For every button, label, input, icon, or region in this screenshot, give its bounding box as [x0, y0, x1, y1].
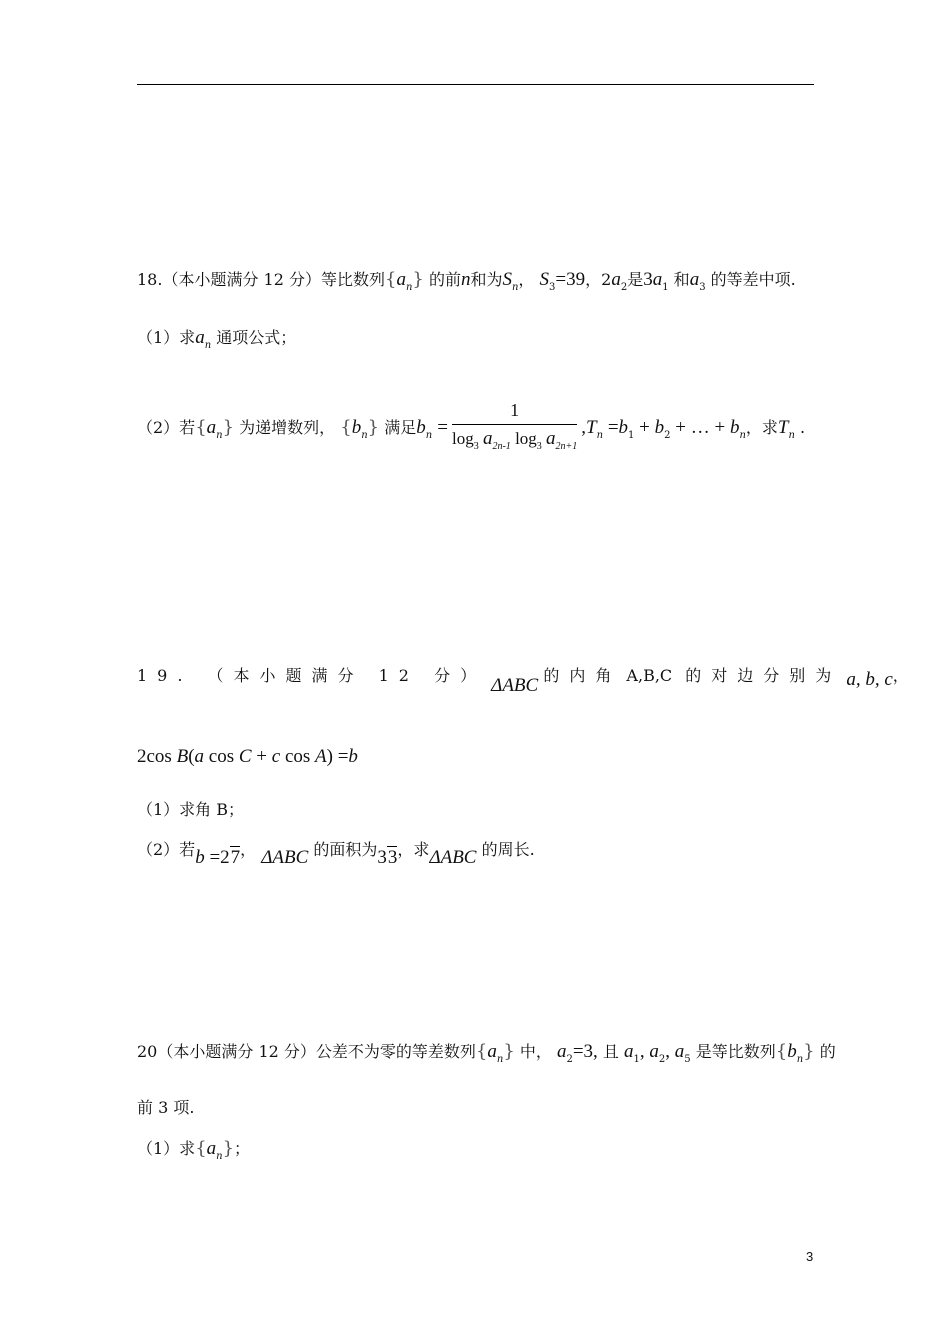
q18-p1-text: 通项公式；: [216, 328, 297, 347]
q20-a2-value: =3,: [572, 1041, 598, 1062]
q19-p2-end: 的周长.: [481, 840, 535, 859]
q18-p2-satisfies: 满足: [384, 418, 417, 437]
q18-text-end: 的等差中项.: [710, 270, 796, 289]
q19-text-angles: 的内角: [543, 666, 622, 685]
q20-p1-label: （1）求: [137, 1139, 196, 1158]
q18-p2-increasing: 为递增数列，: [239, 418, 336, 437]
q19-p2-area: 的面积为: [313, 840, 378, 859]
q19-part2: （2）若b =27， ΔABC 的面积为33，求ΔABC 的周长.: [137, 840, 535, 868]
q19-prefix: 19. （本小题满分 12 分）: [137, 666, 487, 685]
q18-p2-label: （2）若: [137, 418, 196, 437]
q19-comma: ，: [892, 666, 909, 685]
q18-semi: ，2: [585, 270, 612, 289]
q18-text-is: 是: [627, 270, 644, 289]
q20-text-geometric: 是等比数列: [695, 1042, 776, 1061]
q18-text-sum: 和为: [470, 270, 503, 289]
q18-fraction: $\frac{1}{\log_3 a_{2n-1} \log_3 a_{2n+1}}$: [451, 400, 578, 452]
q19-equation: 2cos B(a cos C + c cos A) =b: [137, 746, 358, 767]
q18-comma: ，: [518, 270, 535, 289]
q20-prefix: 20（本小题满分 12 分）公差不为零的等差数列: [137, 1042, 476, 1061]
q18-s3-value: =39: [555, 269, 586, 290]
q19-p2-ask: ，求: [397, 840, 430, 859]
q20-text-of: 的: [819, 1042, 836, 1061]
q19-text-sides: 的对边分别为: [685, 666, 842, 685]
q19-angles: A,B,C: [626, 666, 673, 685]
q19-statement: 19. （本小题满分 12 分） ΔABC 的内角 A,B,C 的对边分别为 a, b, c，: [137, 666, 909, 696]
header-rule: [137, 84, 814, 85]
q18-text-and: 和: [673, 270, 690, 289]
q20-statement: 20（本小题满分 12 分）公差不为零的等差数列$\{a_n\}$ 中， $a_2=3$, 且 $a_1$, $a_2$, $a_5$ 是等比数列$\{b_n\}$ 的: [137, 1041, 836, 1065]
q18-text-front: 的前: [428, 270, 461, 289]
q20-text-in: 中，: [519, 1042, 552, 1061]
q18-p2-ask: ，求: [745, 418, 778, 437]
q18-prefix: 18.（本小题满分 12 分）等比数列: [137, 270, 385, 289]
q20-line2: 前 3 项.: [137, 1098, 195, 1117]
q20-text-and: 且: [602, 1042, 619, 1061]
q18-statement: 18.（本小题满分 12 分）等比数列$\{a_n\}$ 的前n和为$S_n$， $S_3=39$，$2a_2$是$3a_1$ 和$a_3$ 的等差中项.: [137, 269, 796, 293]
q19-part1: （1）求角 B；: [137, 800, 245, 819]
q18-part1: （1）求$a_n$ 通项公式；: [137, 327, 297, 351]
q19-p2-label: （2）若: [137, 840, 196, 859]
q18-p2-end: .: [800, 418, 806, 437]
q20-part1: （1）求$\{a_n\}$；: [137, 1138, 251, 1162]
page-number: 3: [806, 1249, 814, 1264]
q18-part2: （2）若$\{a_n\}$ 为递增数列， $\{b_n\}$ 满足$b_n$ = $\frac{1}{\log_3 a_{2n-1} \log_3 a_{2n+1}}$ $,T_n =b_1 + b_2$ + … + $b_n$，求$T_n$ .: [137, 398, 805, 459]
q18-p1-label: （1）求: [137, 328, 196, 347]
q20-p1-end: ；: [234, 1139, 251, 1158]
